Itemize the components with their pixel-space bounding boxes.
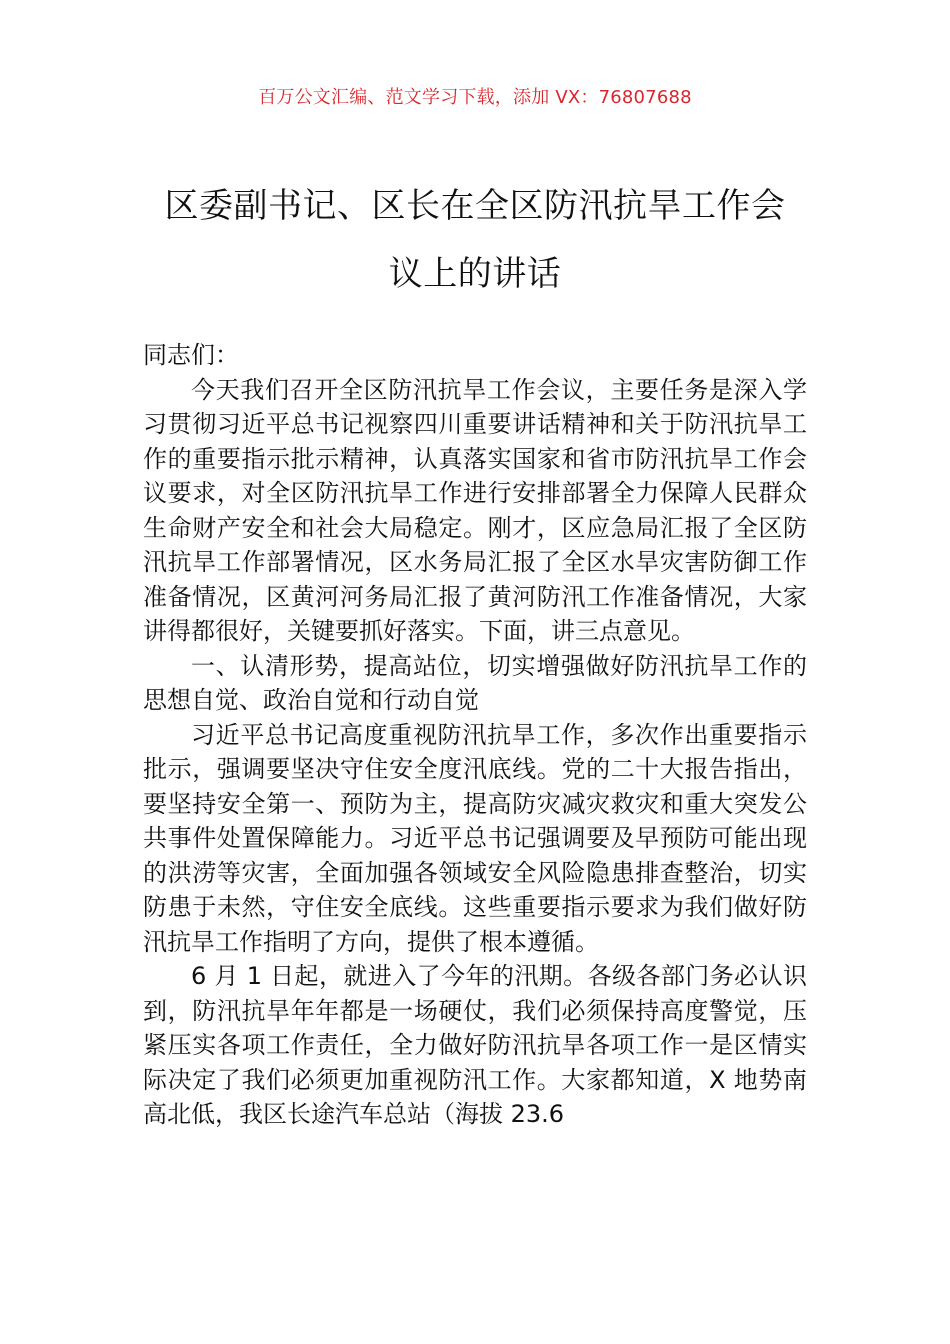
paragraph-intro: 今天我们召开全区防汛抗旱工作会议，主要任务是深入学习贯彻习近平总书记视察四川重要讲话精神和关于防汛抗旱工作的重要指示批示精神，认真落实国家和省市防汛抗旱工作会议要求，对全区防汛抗旱工作进行安排部署全力保障人民群众生命财产安全和社会大局稳定。刚才，区应急局汇报了全区防汛抗旱工作部署情况，区水务局汇报了全区水旱灾害防御工作准备情况，区黄河河务局汇报了黄河防汛工作准备情况，大家讲得都很好，关键要抓好落实。下面，讲三点意见。 (143, 375, 807, 645)
header-watermark-note: 百万公文汇编、范文学习下载，添加 VX：76807688 (258, 87, 692, 108)
document-body (143, 338, 807, 1132)
paragraph-instructions: 习近平总书记高度重视防汛抗旱工作，多次作出重要指示批示，强调要坚决守住安全度汛底线。党的二十大报告指出，要坚持安全第一、预防为主，提高防灾减灾救灾和重大突发公共事件处置保障能力。习近平总书记强调要及早预防可能出现的洪涝等灾害，全面加强各领域安全风险隐患排查整治，切实防患于未然，守住安全底线。这些重要指示要求为我们做好防汛抗旱工作指明了方向，提供了根本遵循。 (143, 720, 807, 956)
title-line-1: 区委副书记、区长在全区防汛抗旱工作会 (164, 186, 786, 226)
salutation: 同志们： (143, 341, 239, 369)
title-line-2: 议上的讲话 (388, 254, 562, 294)
paragraph-flood-season: 6 月 1 日起，就进入了今年的汛期。各级各部门务必认识到，防汛抗旱年年都是一场硬仗，我们必须保持高度警觉，压紧压实各项工作责任，全力做好防汛抗旱各项工作一是区情实际决定了我们必须更加重视防汛工作。大家都知道，X 地势南高北低，我区长途汽车总站（海拔 23.6 (143, 962, 807, 1128)
section-heading-1: 一、认清形势，提高站位，切实增强做好防汛抗旱工作的思想自觉、政治自觉和行动自觉 (143, 651, 807, 714)
document-title (140, 172, 810, 308)
